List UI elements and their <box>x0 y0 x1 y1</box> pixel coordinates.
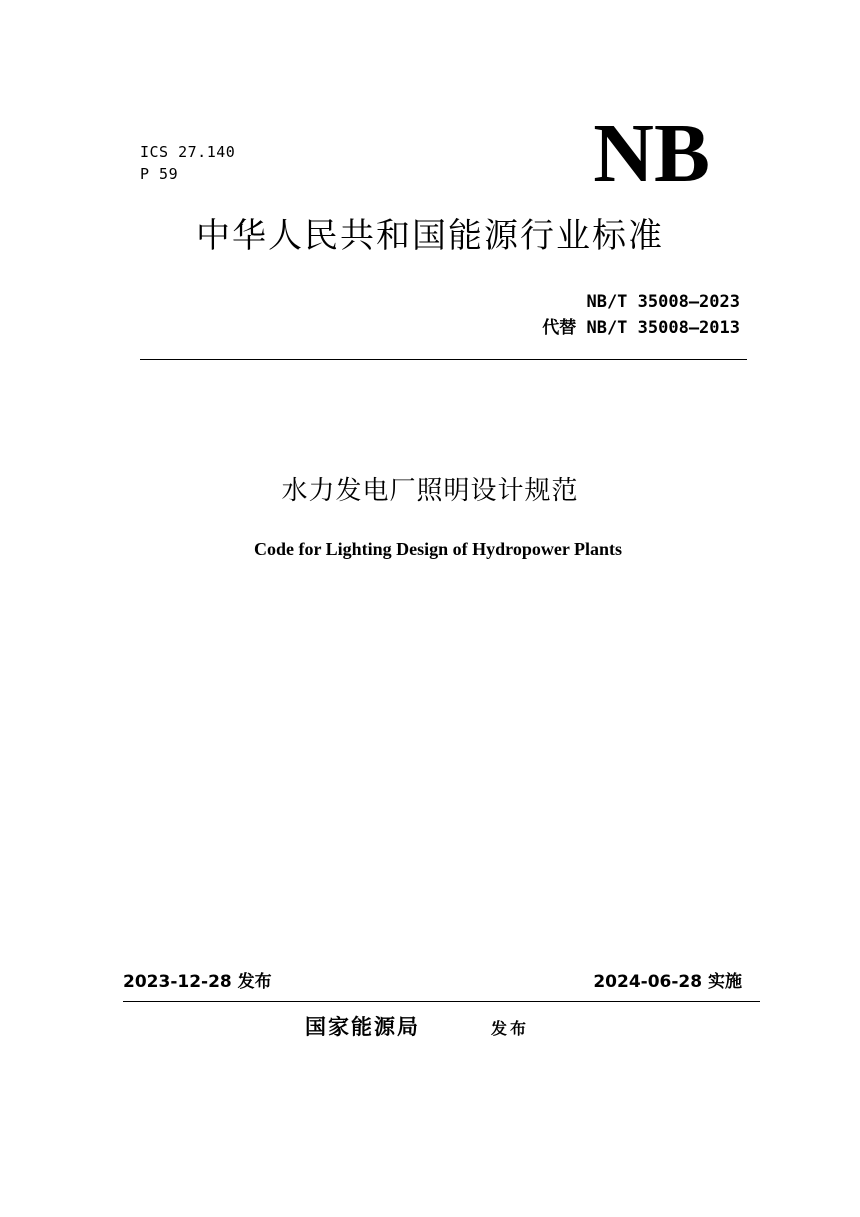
classification-code: P 59 <box>140 165 179 183</box>
ics-code: ICS 27.140 <box>140 143 236 161</box>
document-title-chinese: 水力发电厂照明设计规范 <box>281 476 579 506</box>
nb-logo: NB <box>593 107 710 200</box>
document-title-english: Code for Lighting Design of Hydropower Plants <box>253 539 623 559</box>
implementation-date: 2024-06-28 实施 <box>593 972 742 992</box>
replaced-standard: 代替 NB/T 35008—2013 <box>542 318 740 338</box>
publish-date: 2023-12-28 发布 <box>123 972 272 992</box>
standard-organization-title: 中华人民共和国能源行业标准 <box>196 216 664 256</box>
top-divider <box>140 359 747 360</box>
issuer-name: 国家能源局 <box>305 1015 420 1039</box>
issuer-suffix: 发布 <box>491 1019 530 1038</box>
bottom-divider <box>123 1001 760 1002</box>
standard-number: NB/T 35008—2023 <box>586 292 740 312</box>
